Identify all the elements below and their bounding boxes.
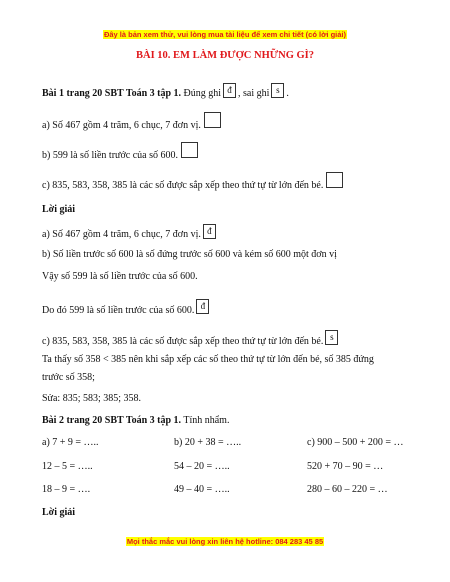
solution-1-a: a) Số 467 gồm 4 trăm, 6 chục, 7 đơn vị. đ xyxy=(42,224,218,241)
calc-item: 49 – 40 = ….. xyxy=(174,484,230,495)
page-title: BÀI 10. EM LÀM ĐƯỢC NHỮNG GÌ? xyxy=(135,50,314,61)
sample-box-true: đ xyxy=(223,83,236,98)
solution-1-c-line2: Ta thấy số 358 < 385 nên khi sắp xếp các số theo thứ tự từ lớn đến bé, số 385 đứng xyxy=(42,354,374,365)
calc-item: 280 – 60 – 220 = … xyxy=(307,484,388,495)
answer-box-c[interactable] xyxy=(326,172,343,188)
exercise-2-prompt: Bài 2 trang 20 SBT Toán 3 tập 1. Tính nhẩm. xyxy=(42,415,230,426)
solution-1-b-line2: Vậy số 599 là số liền trước của số 600. xyxy=(42,271,198,282)
solution-1-c-line3: trước số 358; xyxy=(42,372,95,383)
solution-2-heading: Lời giải xyxy=(42,507,76,518)
calc-item: 54 – 20 = ….. xyxy=(174,461,230,472)
solution-1-b-line1: b) Số liền trước số 600 là số đứng trước số 600 và kém số 600 một đơn vị xyxy=(42,249,337,260)
sample-box-false: s xyxy=(271,83,284,98)
solution-a-box: đ xyxy=(203,224,216,239)
solution-b-box: đ xyxy=(196,299,209,314)
exercise-1-item-a: a) Số 467 gồm 4 trăm, 6 chục, 7 đơn vị. xyxy=(42,112,221,132)
preview-notice: Đây là bản xem thử, vui lòng mua tài liệu để xem chi tiết (có lời giải) xyxy=(103,30,347,39)
answer-box-b[interactable] xyxy=(181,142,198,158)
calc-item: 520 + 70 – 90 = … xyxy=(307,461,384,472)
exercise-2-heading: Bài 2 trang 20 SBT Toán 3 tập 1. xyxy=(42,415,182,426)
calc-item: b) 20 + 38 = ….. xyxy=(174,437,242,448)
hotline-notice: Mọi thắc mắc vui lòng xin liên hệ hotline: 084 283 45 85 xyxy=(126,537,324,546)
solution-1-b-line3: Do đó 599 là số liền trước của số 600. đ xyxy=(42,299,211,317)
solution-1-heading: Lời giải xyxy=(42,204,76,215)
calc-item: 18 – 9 = …. xyxy=(42,484,91,495)
exercise-1-item-b: b) 599 là số liền trước của số 600. xyxy=(42,142,198,162)
answer-box-a[interactable] xyxy=(204,112,221,128)
exercise-1-item-c: c) 835, 583, 358, 385 là các số được sắp xếp theo thứ tự từ lớn đến bé. xyxy=(42,172,343,192)
solution-1-c-fix: Sửa: 835; 583; 385; 358. xyxy=(42,393,142,404)
calc-item: c) 900 – 500 + 200 = … xyxy=(307,437,404,448)
calc-item: 12 – 5 = ….. xyxy=(42,461,93,472)
solution-c-box: s xyxy=(325,330,338,345)
exercise-1-prompt: Bài 1 trang 20 SBT Toán 3 tập 1. Đúng ghi đ , sai ghi s . xyxy=(42,85,289,99)
calc-item: a) 7 + 9 = ….. xyxy=(42,437,99,448)
exercise-1-heading: Bài 1 trang 20 SBT Toán 3 tập 1. xyxy=(42,88,182,99)
solution-1-c: c) 835, 583, 358, 385 là các số được sắp xếp theo thứ tự từ lớn đến bé. s xyxy=(42,330,340,348)
